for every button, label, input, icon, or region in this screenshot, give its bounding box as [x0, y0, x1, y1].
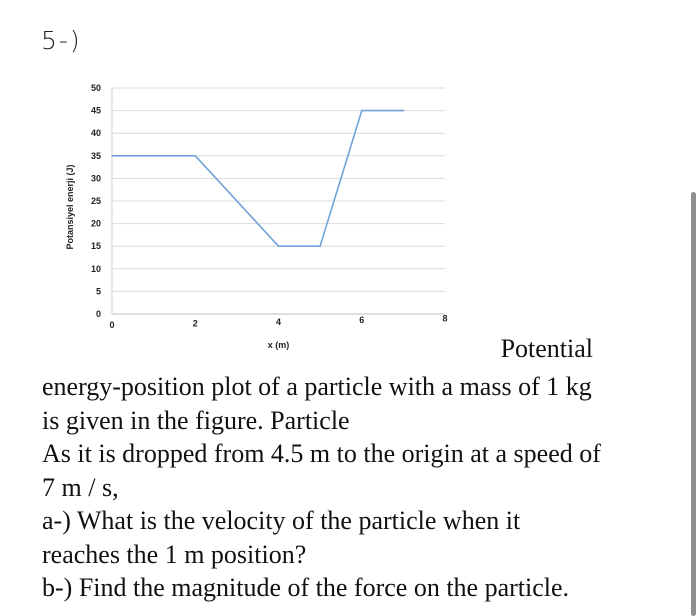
- data-point: [194, 155, 196, 157]
- problem-line-question-a: a-) What is the velocity of the particle when it: [42, 506, 521, 535]
- problem-line: reaches the 1 m position?: [42, 539, 307, 569]
- problem-line-question-b: b-) Find the magnitude of the force on the particle.: [42, 573, 570, 602]
- x-tick-label: 6: [359, 315, 365, 326]
- scrollbar[interactable]: [691, 192, 696, 616]
- data-point: [111, 155, 113, 157]
- y-tick-label: 45: [90, 105, 101, 116]
- data-point: [319, 245, 321, 247]
- y-tick-label: 40: [90, 128, 101, 139]
- y-tick-label: 35: [90, 150, 101, 161]
- data-point: [403, 110, 405, 112]
- problem-line: is given in the figure. Particle: [42, 405, 350, 435]
- y-axis-title: Potansiyel enerji (J): [65, 164, 75, 250]
- x-axis-title: x (m): [267, 340, 290, 350]
- data-point: [278, 245, 280, 247]
- problem-text: [42, 370, 692, 605]
- x-tick-label: 4: [275, 316, 282, 327]
- y-tick-label: 25: [90, 196, 101, 206]
- data-point: [361, 110, 363, 112]
- potential-energy-chart: [55, 78, 475, 358]
- x-tick-label: 8: [442, 313, 448, 324]
- caption-first-word: Potential: [500, 334, 593, 363]
- problem-line: energy-position plot of a particle with a mass of 1 kg: [42, 372, 592, 401]
- x-tick-label: 0: [109, 320, 115, 330]
- problem-line: 7 m / s,: [42, 472, 119, 502]
- y-tick-label: 15: [90, 241, 101, 252]
- y-tick-label: 10: [90, 263, 101, 274]
- question-number: 5-): [41, 26, 82, 55]
- x-tick-label: 2: [192, 318, 198, 329]
- problem-line: As it is dropped from 4.5 m to the origin at a speed of: [42, 439, 601, 468]
- y-tick-label: 0: [95, 309, 101, 319]
- chart-svg: [55, 78, 475, 358]
- y-tick-label: 30: [90, 173, 101, 184]
- y-tick-label: 20: [90, 218, 101, 229]
- y-tick-label: 50: [90, 83, 101, 93]
- y-tick-label: 5: [95, 286, 101, 297]
